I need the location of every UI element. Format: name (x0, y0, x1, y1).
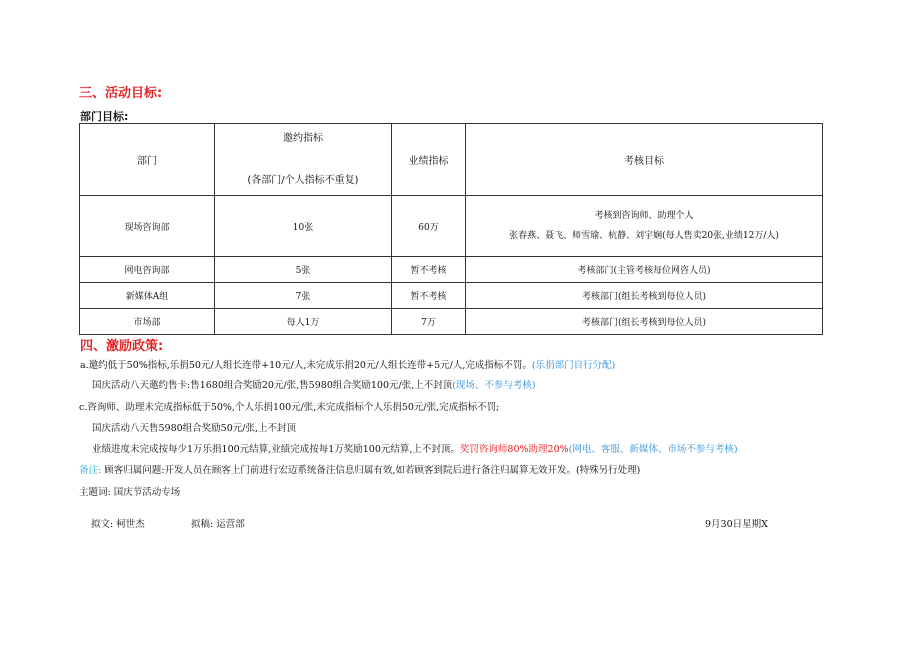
row-dept: 现场咨询部 (80, 196, 215, 257)
remark-label: 备注: (79, 465, 102, 476)
topic-line: 主题词: 国庆节活动专场 (79, 487, 181, 498)
row-assess: 考核部门(组长考核到每位人员) (466, 309, 823, 335)
table-row (80, 196, 823, 257)
table-header-row (80, 124, 823, 196)
header-invite-line1: 邀约指标 (283, 133, 323, 144)
footer-date: 9月30日星期X (705, 519, 768, 530)
row-dept: 市场部 (80, 309, 215, 335)
row-dept: 新媒体A组 (80, 283, 215, 309)
policy-line-e-red: 奖罚咨询师80%助理20% (459, 444, 569, 455)
policy-line-a (80, 357, 615, 371)
policy-line-e (92, 441, 738, 455)
dept-goals-table (79, 123, 823, 335)
row-invite: 7张 (215, 283, 392, 309)
row-perf: 7万 (392, 309, 466, 335)
policy-line-b-main: 国庆活动八天邀约售卡:售1680组合奖励20元/张,售5980组合奖励100元/张,上不封顶 (92, 380, 453, 391)
row-assess-line1: 考核到咨询师、助理个人 (594, 211, 694, 221)
row-perf: 60万 (392, 196, 466, 257)
row-dept: 网电咨询部 (80, 257, 215, 283)
row-perf: 暂不考核 (392, 257, 466, 283)
header-assess: 考核目标 (466, 124, 823, 196)
policy-line-b (92, 377, 536, 391)
section4-title: 四、激励政策: (80, 339, 164, 354)
table-row (80, 283, 823, 309)
footer-dept: 拟稿: 运营部 (191, 519, 245, 530)
table-row (80, 309, 823, 335)
table-row (80, 257, 823, 283)
header-invite-line2: (各部门/个人指标不重复) (247, 175, 359, 186)
header-invite (215, 124, 392, 196)
dept-goals-label: 部门目标: (80, 110, 129, 123)
policy-line-c: c.咨询师、助理未完成指标低于50%,个人乐捐100元/张,未完成指标个人乐捐50元/张,完成指标不罚; (79, 402, 500, 413)
row-invite: 每人1万 (215, 309, 392, 335)
row-assess: 考核部门(主管考核每位网咨人员) (466, 257, 823, 283)
row-assess-line2: 张春燕、聂飞、师雪瑜、杭静、刘宇娴(每人售卖20张,业绩12万/人) (509, 231, 779, 241)
policy-line-a-note: (乐捐部门自行分配) (531, 360, 616, 371)
row-perf: 暂不考核 (392, 283, 466, 309)
row-assess: 考核部门(组长考核到每位人员) (466, 283, 823, 309)
policy-line-a-main: a.邀约低于50%指标,乐捐50元/人组长连带+10元/人,未完成乐捐20元/人组长连带+5元/人,完成指标不罚。 (80, 360, 532, 371)
remark-text: 顾客归属问题:开发人员在顾客上门前进行宏迈系统备注信息归属有效,如若顾客到院后进行备注归属算无效开发。(特殊另行处理) (104, 465, 641, 476)
policy-line-e-main: 业绩进度未完成按每少1万乐捐100元结算,业绩完成按每1万奖励100元结算,上不封顶。 (92, 444, 460, 455)
row-invite: 5张 (215, 257, 392, 283)
header-dept: 部门 (80, 124, 215, 196)
row-invite: 10张 (215, 196, 392, 257)
footer-drafter: 拟文: 柯世杰 (91, 519, 145, 530)
policy-line-d: 国庆活动八天售5980组合奖励50元/张,上不封顶 (92, 423, 296, 434)
section3-title: 三、活动目标: (79, 86, 163, 101)
policy-line-b-note: (现场、不参与考核) (452, 380, 536, 391)
remark-line (79, 462, 640, 476)
row-assess (466, 196, 823, 257)
header-perf: 业绩指标 (392, 124, 466, 196)
policy-line-e-note: (网电、客服、新媒体、市场不参与考核) (568, 444, 738, 455)
